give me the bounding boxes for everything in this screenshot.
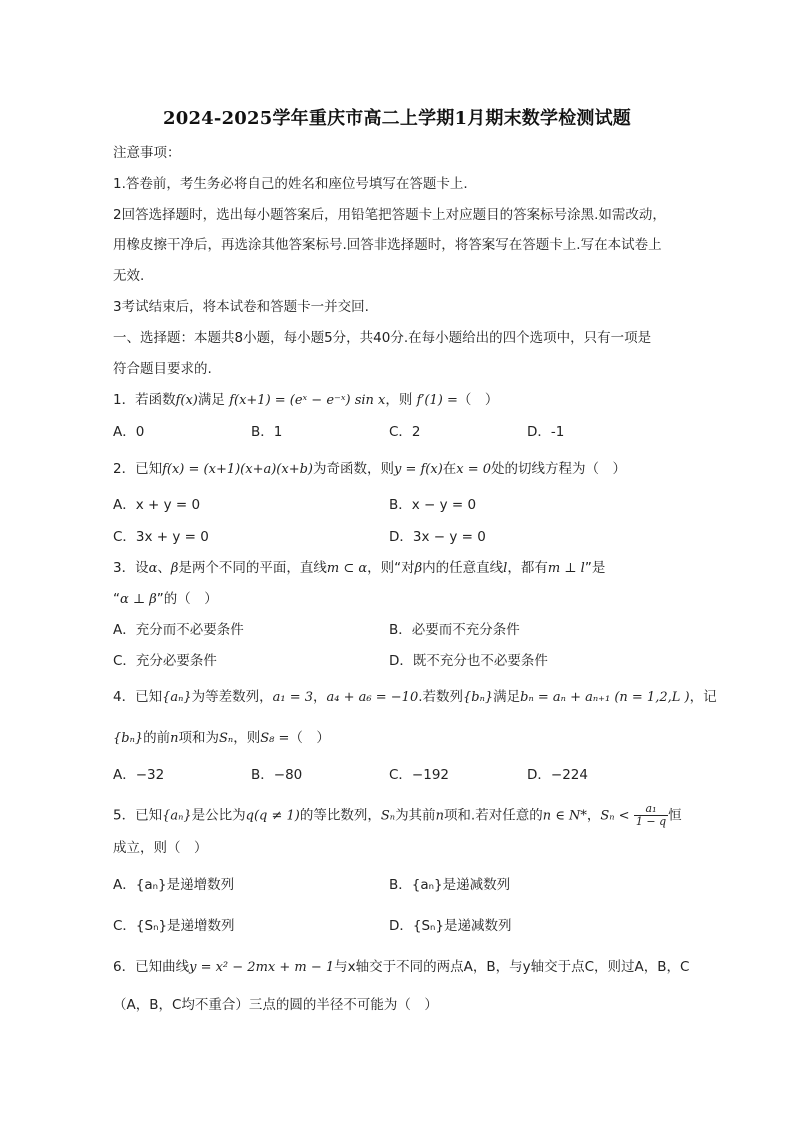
q6-text-a: 6．已知曲线 [113,959,190,975]
notice-heading: 注意事项： [113,145,181,161]
q3-math-alpha: α [148,561,158,576]
q3-math-beta-2: β [414,561,423,576]
q4-math-bdef: bₙ = aₙ + aₙ₊₁ (n = 1,2,L ) [520,690,690,705]
q5-fraction-numerator: a₁ [634,803,668,816]
q1-text-d: （ ） [457,392,499,408]
question-6-stem-line-1 [113,957,689,978]
question-5-stem-line-2: 成立，则（ ） [113,840,208,856]
question-3-stem-line-2 [113,589,218,610]
q2-text-d: 处的切线方程为（ ） [491,461,627,477]
q1-math-c: f′(1) = [416,393,458,408]
section-header-line-2: 符合题目要求的. [113,361,212,377]
q5-fraction [634,803,668,828]
question-3-stem-line-1 [113,558,605,579]
q4-text-line2-c: ，则 [233,730,261,746]
q2-option-a: A．x + y = 0 [113,497,201,513]
q6-text-b: 与x轴交于不同的两点A，B，与y轴交于点C，则过A，B，C [334,959,690,975]
q1-math-a: f(x) [175,393,198,408]
q5-text-d: 为其前 [395,807,436,824]
q3-option-d: D．既不充分也不必要条件 [389,653,548,669]
q4-option-a: A．−32 [113,767,165,783]
q3-text-line2-b: ”的（ ） [156,591,218,607]
q5-text-f: ， [586,807,601,824]
q3-math-l: l [503,561,508,576]
q1-text-a: 1．若函数 [113,392,176,408]
q4-math-a4a6: a₄ + a₆ = −10 [326,690,419,705]
q4-text-line2-b: 项和为 [178,730,220,746]
q5-option-c: C．{Sₙ}是递增数列 [113,918,235,934]
q3-text-line2-a: “ [113,591,120,607]
q1-option-b: B．1 [251,424,283,440]
q5-text-c: 的等比数列， [299,807,381,824]
q1-option-d: D．-1 [527,424,565,440]
q4-text-line2-a: 的前 [143,730,171,746]
notice-item-2-line-3: 无效. [113,268,145,284]
q4-option-b: B．−80 [251,767,303,783]
q3-math-ab: α ⊥ β [120,592,157,607]
q4-text-e: 满足 [493,689,521,705]
q5-math-n: n [435,808,444,824]
notice-item-1: 1.答卷前，考生务必将自己的姓名和座位号填写在答题卡上. [113,176,468,192]
q3-option-c: C．充分必要条件 [113,653,217,669]
q5-option-b: B．{aₙ}是递减数列 [389,877,511,893]
q2-text-c: 在 [442,461,457,477]
q3-text-b: 、 [157,560,171,576]
q3-option-b: B．必要而不充分条件 [389,622,520,638]
q3-text-d: ，则“对 [367,560,415,576]
section-header-line-1: 一、选择题：本题共8小题，每小题5分，共40分.在每小题给出的四个选项中，只有一项是 [113,330,652,346]
q4-option-d: D．−224 [527,767,588,783]
q3-text-g: ”是 [584,560,606,576]
q4-math-bn: {bₙ} [463,690,494,705]
q1-math-b: f(x+1) = (eˣ − e⁻ˣ) sin x [229,393,386,408]
question-1-stem [113,390,498,411]
q3-text-c: 是两个不同的平面，直线 [178,560,327,576]
q2-option-c: C．3x + y = 0 [113,529,209,545]
question-4-stem-line-2 [113,728,330,749]
q5-option-d: D．{Sₙ}是递减数列 [389,918,512,934]
q5-text-a: 5．已知 [113,807,163,824]
q5-option-a: A．{aₙ}是递增数列 [113,877,235,893]
page-title: 2024-2025学年重庆市高二上学期1月期末数学检测试题 [163,108,631,129]
q4-math-n: n [170,731,179,746]
q1-option-c: C．2 [389,424,421,440]
q5-math-an: {aₙ} [162,808,192,824]
q2-option-b: B．x − y = 0 [389,497,477,513]
q4-math-bn-2: {bₙ} [113,731,144,746]
notice-item-3: 3考试结束后，将本试卷和答题卡一并交回. [113,299,369,315]
q3-option-a: A．充分而不必要条件 [113,622,244,638]
q4-text-a: 4．已知 [113,689,163,705]
q5-text-b: 是公比为 [191,807,246,824]
q3-text-f: ，都有 [507,560,548,576]
q3-text-e: 内的任意直线 [422,560,504,576]
q4-text-f: ，记 [689,689,717,705]
q2-math-c: x = 0 [456,462,492,477]
question-2-stem [113,459,626,480]
q5-text-g: 恒 [668,807,682,824]
q4-math-a1: a₁ = 3 [272,690,314,705]
q3-math-m: m ⊂ α [326,561,368,576]
q4-math-an: {aₙ} [162,690,192,705]
q6-math-curve: y = x² − 2mx + m − 1 [189,960,335,975]
q1-option-a: A．0 [113,424,145,440]
q5-fraction-denominator: 1 − q [635,815,667,828]
q5-math-sn: Sₙ [380,808,396,824]
question-6-stem-line-2: （A，B，C均不重合）三点的圆的半径不可能为（ ） [113,997,438,1013]
q4-text-d: .若数列 [418,689,464,705]
q4-math-s8: S₈ = [260,731,290,746]
q4-text-line2-d: （ ） [289,730,330,746]
q3-text-a: 3．设 [113,560,149,576]
q4-text-b: 为等差数列， [191,689,273,705]
q5-math-sn-2: Sₙ < [600,808,630,824]
q2-text-b: 为奇函数，则 [312,461,394,477]
q2-option-d: D．3x − y = 0 [389,529,486,545]
q1-text-c: ，则 [385,392,413,408]
q3-math-beta: β [170,561,179,576]
q5-math-nN: n ∈ N* [542,808,587,824]
q4-math-sn: Sₙ [219,731,234,746]
q3-math-ml: m ⊥ l [547,561,585,576]
question-5-stem-line-1 [113,803,682,828]
q5-text-e: 项和.若对任意的 [443,807,543,824]
q4-option-c: C．−192 [389,767,450,783]
q2-text-a: 2．已知 [113,461,163,477]
notice-item-2-line-1: 2回答选择题时，选出每小题答案后，用铅笔把答题卡上对应题目的答案标号涂黑.如需改动， [113,207,666,223]
notice-item-2-line-2: 用橡皮擦干净后，再选涂其他答案标号.回答非选择题时，将答案写在答题卡上.写在本试卷上 [113,237,662,253]
q2-math-a: f(x) = (x+1)(x+a)(x+b) [162,462,313,477]
q2-math-b: y = f(x) [393,462,443,477]
q1-text-b: 满足 [197,392,225,408]
q4-text-c: ， [313,689,327,705]
question-4-stem-line-1 [113,687,717,708]
q5-math-q: q(q ≠ 1) [245,808,300,824]
